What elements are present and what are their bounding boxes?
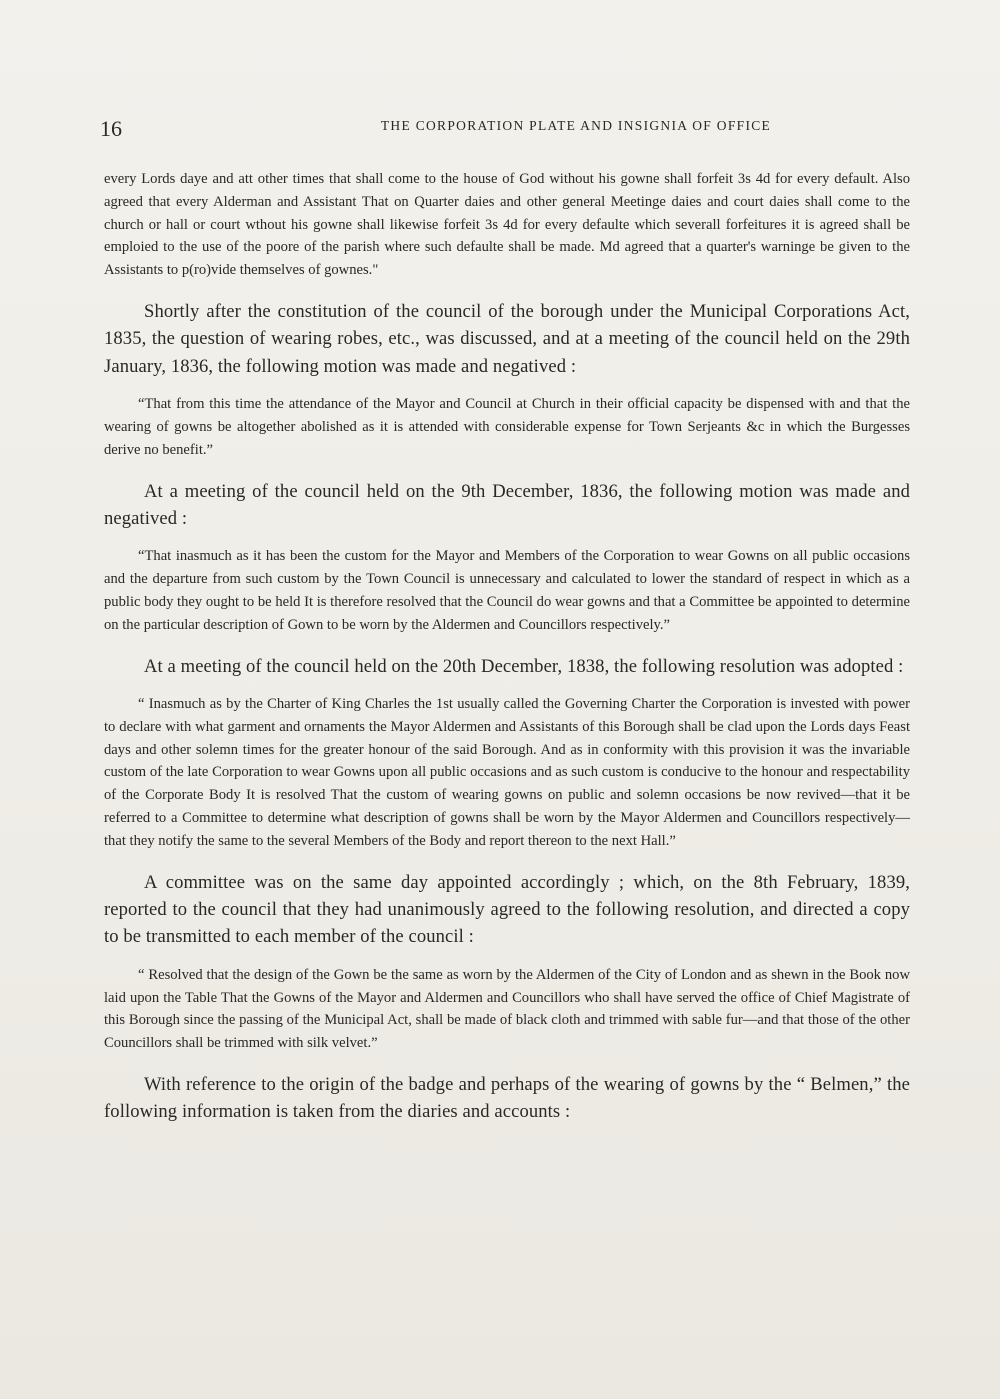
running-title: THE CORPORATION PLATE AND INSIGNIA OF OFFICE bbox=[380, 118, 772, 133]
paragraph-1835-act: Shortly after the constitution of the council of the borough under the Municipal Corporations Act, 1835, the question of wearing robes, etc., was discussed, and at a meeting of the council held on the 29th January, 1836, the following motion was made and negatived : bbox=[104, 300, 910, 377]
quoted-resolution-1839: “ Resolved that the design of the Gown be the same as worn by the Aldermen of the City of London and as shewn in the Book now laid upon the Table That the Gowns of the Mayor and Aldermen and Councillors who shall have served the office of Chief Magistrate of this Borough since the passing of the Municipal Act, shall be made of black cloth and trimmed with sable fur—and that those of the other Councillors shall be trimmed with silk velvet.” bbox=[104, 966, 910, 1052]
paragraph-belmen-badge: With reference to the origin of the badge and perhaps of the wearing of gowns by the “ Belmen,” the following information is taken from the diaries and accounts : bbox=[104, 1073, 910, 1123]
paragraph-committee-1839: A committee was on the same day appointed accordingly ; which, on the 8th February, 1839, reported to the council that they had unanimously agreed to the following resolution, and directed a copy to be transmitted to each member of the council : bbox=[104, 871, 910, 948]
quoted-motion-1836-december: “That inasmuch as it has been the custom for the Mayor and Members of the Corporation to wear Gowns on all public occasions and the departure from such custom by the Town Council is unnecessary and calculated to lower the standard of respect in which as a public body they ought to be held It is therefore resolved that the Council do wear gowns and that a Committee be appointed to determine on the particular description of Gown to be worn by the Aldermen and Councillors respectively.” bbox=[104, 548, 910, 633]
quoted-motion-1836-january: “That from this time the attendance of the Mayor and Council at Church in their official capacity be dispensed with and that the wearing of gowns be altogether abolished as it is attended with considerable expense for Town Serjeants &c in which the Burgesses derive no benefit.” bbox=[104, 396, 910, 458]
page-number: 16 bbox=[100, 116, 122, 141]
quoted-ordinance-continuation: every Lords daye and att other times that shall come to the house of God without his gowne shall forfeit 3s 4d for every default. Also agreed that every Alderman and Assistant That on Quarter daies and other general Meetinge daies and court daies shall come to the church or hall or court wthout his gowne shall likewise forfeit 3s 4d for every defaulte which severall forfeitures it is agreed shall be emploied to the use of the poore of the parish where such defaulte shall be made. Md agreed that a quarter's warninge be given to the Assistants to p(ro)vide themselves of gownes." bbox=[104, 171, 910, 279]
page-header bbox=[100, 110, 912, 150]
paragraph-december-1838: At a meeting of the council held on the 20th December, 1838, the following resolution was adopted : bbox=[144, 655, 904, 677]
quoted-resolution-1838: “ Inasmuch as by the Charter of King Charles the 1st usually called the Governing Charter the Corporation is invested with power to declare with what garment and ornaments the Mayor Aldermen and Assistants of this Borough shall be clad upon the Lords days Feast days and other solemn times for the greater honour of the said Borough. And as in conformity with this provision it was the invariable custom of the late Corporation to wear Gowns upon all public occasions and as such custom is conducive to the honour and respectability of the Corporate Body It is resolved That the custom of wearing gowns on public and solemn occasions be now revived—that it be referred to a Committee to determine what description of gowns shall be worn by the Mayor Aldermen and Councillors respectively—that they notify the same to the several Members of the Body and report thereon to the next Hall.” bbox=[104, 696, 910, 849]
paragraph-december-1836: At a meeting of the council held on the 9th December, 1836, the following motion was made and negatived : bbox=[104, 480, 910, 529]
page-body bbox=[104, 168, 910, 1139]
